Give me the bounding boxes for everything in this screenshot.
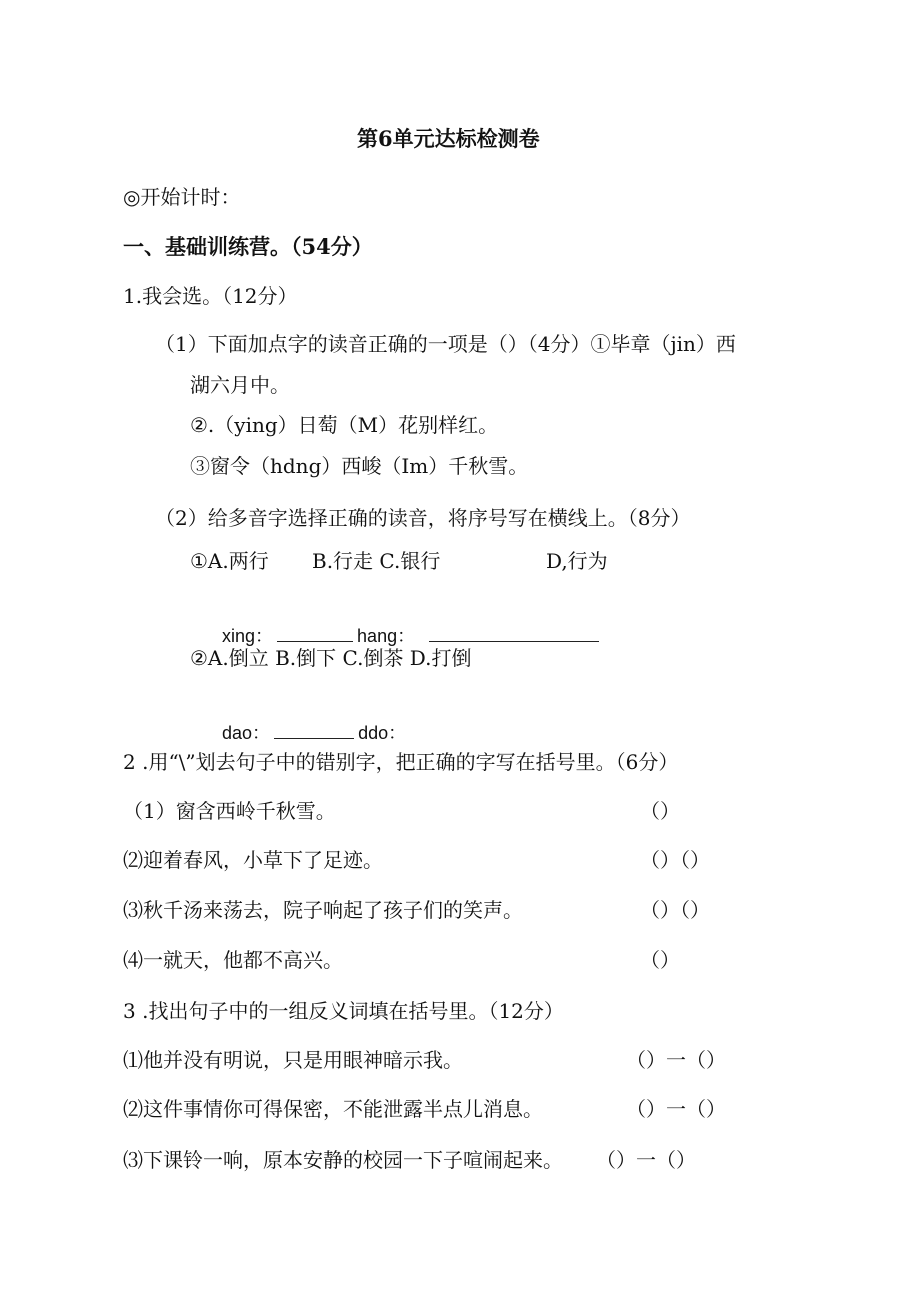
- q2-item-3: ⑶秋千汤来荡去，院子响起了孩子们的笑声。: [123, 898, 523, 922]
- q3-item-3-answer[interactable]: （）一（）: [596, 1148, 696, 1172]
- page-title: 第6单元达标检测卷: [357, 126, 540, 151]
- q1-part1-line4: ③窗令（hdng）西峻（Im）千秋雪。: [190, 454, 529, 478]
- q2-item-4-answer[interactable]: （）: [640, 948, 680, 972]
- q1-part2-options-2: ②A.倒立 B.倒下 C.倒茶 D.打倒: [190, 646, 472, 670]
- dao-answer-blank[interactable]: [274, 723, 354, 739]
- q3-item-1-answer[interactable]: （）一（）: [626, 1048, 726, 1072]
- q3-item-2: ⑵这件事情你可得保密，不能泄露半点儿消息。: [123, 1097, 543, 1121]
- q3-item-2-answer[interactable]: （）一（）: [626, 1097, 726, 1121]
- q3-item-3: ⑶下课铃一响，原本安静的校园一下子喧闹起来。: [123, 1148, 563, 1172]
- q1-part2-options-a: ①A.两行: [190, 549, 269, 573]
- q1-part1-line1: （1）下面加点字的读音正确的一项是（）（4分）①毕章（jin）西: [155, 332, 736, 356]
- xing-label: xing：: [222, 626, 274, 646]
- xing-answer-blank[interactable]: [277, 626, 353, 642]
- timer-label: ◎开始计时：: [123, 185, 241, 209]
- q1-part1-line2: 湖六月中。: [190, 373, 290, 397]
- q1-part2-options-d: D,行为: [546, 549, 608, 573]
- xing-line: [212, 608, 603, 645]
- q2-item-2: ⑵迎着春风，小草下了足迹。: [123, 848, 383, 872]
- q2-item-3-answer[interactable]: （）（）: [640, 898, 710, 922]
- q2-item-4: ⑷一就天，他都不高兴。: [123, 948, 343, 972]
- hang-answer-blank[interactable]: [429, 626, 599, 642]
- question-2-heading: 2 .用“\”划去句子中的错别字，把正确的字写在括号里。（6分）: [123, 750, 679, 774]
- q2-item-1: （1）窗含西岭千秋雪。: [123, 799, 336, 823]
- section-heading: 一、基础训练营。（54分）: [123, 234, 373, 259]
- dao-line: [212, 705, 406, 742]
- question-3-heading: 3 .找出句子中的一组反义词填在括号里。（12分）: [123, 999, 564, 1023]
- hang-label: hang：: [357, 626, 416, 646]
- q3-item-1: ⑴他并没有明说，只是用眼神暗示我。: [123, 1048, 463, 1072]
- question-1-heading: 1.我会选。（12分）: [123, 284, 298, 308]
- dao-label: dao：: [222, 723, 271, 743]
- ddo-label: ddo：: [358, 723, 407, 743]
- q1-part1-line3: ②.（ying）日萄（M）花别样红。: [190, 413, 499, 437]
- q1-part2-options-b: B.行走 C.银行: [312, 549, 441, 573]
- q2-item-2-answer[interactable]: （）（）: [640, 848, 710, 872]
- q2-item-1-answer[interactable]: （）: [640, 799, 680, 823]
- q1-part2-heading: （2）给多音字选择正确的读音，将序号写在横线上。（8分）: [155, 506, 691, 530]
